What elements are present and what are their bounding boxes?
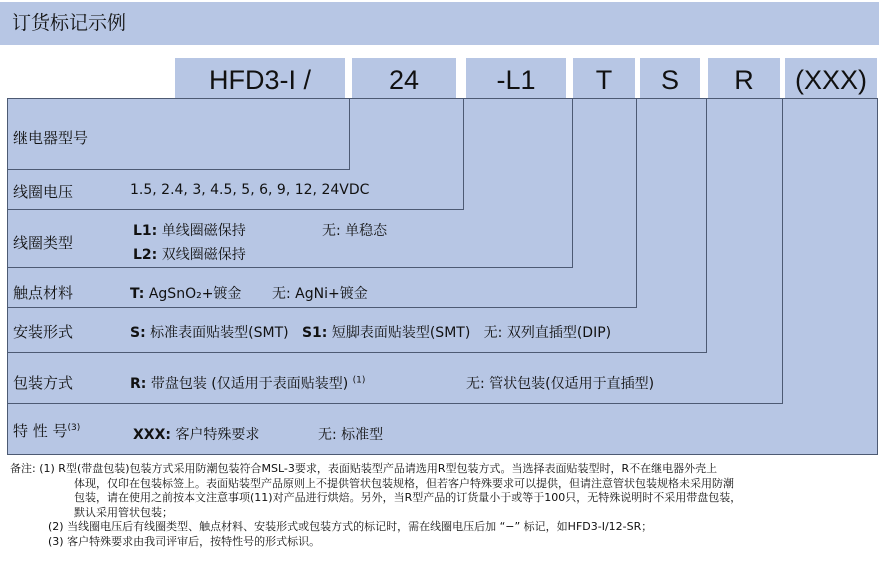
coil-type-l2-text: 双线圈磁保持 — [161, 247, 246, 263]
page-title: 订货标记示例 — [0, 2, 879, 45]
coil-type-none-text: 单稳态 — [345, 223, 388, 239]
packing-none-key: 无: — [466, 376, 485, 392]
contact-material-t — [130, 283, 241, 303]
coil-type-none-key: 无: — [322, 223, 341, 239]
special-none-text: 标准型 — [341, 427, 384, 443]
special-xxx — [133, 424, 259, 444]
coil-voltage-value: 1.5, 2.4, 3, 4.5, 5, 6, 9, 12, 24VDC — [130, 182, 370, 198]
code-voltage: 24 — [352, 58, 456, 98]
notes — [10, 462, 872, 549]
coil-type-l2 — [133, 244, 246, 264]
note-1-line-4: 默认采用管状包装； — [74, 505, 173, 519]
note-1-text-1: (1) R型(带盘包装)包装方式采用防潮包装符合MSL-3要求，表面贴装型产品请选用R型包装方式。当选择表面贴装型时，R不在继电器外壳上 — [39, 462, 718, 475]
relay-model-label: 继电器型号 — [13, 129, 89, 147]
packing-r-key: R: — [130, 376, 147, 392]
code-coil-type: -L1 — [466, 58, 566, 98]
special-label-wrap — [13, 420, 80, 441]
code-mounting: S — [640, 58, 700, 98]
mounting-options — [130, 322, 611, 342]
contact-t-key: T: — [130, 286, 145, 302]
coil-type-none — [322, 220, 387, 240]
special-none — [318, 424, 383, 444]
packing-r — [130, 373, 365, 393]
contact-material-none — [272, 283, 368, 303]
code-packing: R — [708, 58, 780, 98]
note-1-line-1 — [10, 462, 872, 477]
packing-r-text: 带盘包装 (仅适用于表面贴装型) — [150, 376, 349, 392]
note-1-line-3: 包装，请在使用之前按本文注意事项(11)对产品进行烘焙。另外，当R型产品的订货量小于或等于100只，无特殊说明时不采用带盘包装， — [74, 491, 742, 504]
mounting-s1-text: 短脚表面贴装型(SMT) — [331, 325, 471, 341]
code-special: (XXX) — [785, 58, 877, 98]
special-xxx-key: XXX: — [133, 427, 171, 443]
mounting-none-text: 双列直插型(DIP) — [506, 325, 612, 341]
packing-label: 包装方式 — [13, 374, 74, 392]
mounting-none-key: 无: — [483, 325, 503, 341]
contact-none-text: AgNi+镀金 — [295, 286, 368, 302]
note-3: (3) 客户特殊要求由我司评审后，按特性号的形式标识。 — [48, 534, 321, 548]
special-label: 特 性 号 — [13, 422, 68, 440]
coil-type-l1-key: L1: — [133, 223, 158, 239]
contact-material-label: 触点材料 — [13, 284, 74, 302]
code-model: HFD3-I / — [175, 58, 345, 98]
code-contact: T — [573, 58, 635, 98]
coil-type-l2-key: L2: — [133, 247, 158, 263]
packing-r-footnote: (1) — [352, 375, 366, 386]
coil-type-l1-text: 单线圈磁保持 — [161, 223, 246, 239]
note-2: (2) 当线圈电压后有线圈类型、触点材料、安装形式或包装方式的标记时，需在线圈电压后加 “−” 标记，如HFD3-I/12-SR； — [48, 520, 653, 533]
mounting-s1-key: S1: — [301, 325, 328, 341]
packing-none — [466, 373, 654, 393]
coil-voltage-label: 线圈电压 — [13, 183, 74, 201]
special-none-key: 无: — [318, 427, 337, 443]
special-xxx-text: 客户特殊要求 — [175, 427, 260, 443]
mounting-s-text: 标准表面贴装型(SMT) — [150, 325, 289, 341]
packing-none-text: 管状包装(仅适用于直插型) — [489, 376, 655, 392]
mounting-label: 安装形式 — [13, 323, 74, 341]
contact-none-key: 无: — [272, 286, 291, 302]
coil-type-l1 — [133, 220, 246, 240]
coil-type-label: 线圈类型 — [13, 234, 74, 252]
notes-prefix: 备注: — [10, 462, 36, 475]
note-1-line-2: 体现，仅印在包装标签上。表面贴装型产品原则上不提供管状包装规格，但若客户特殊要求可以提供，但请注意管状包装规格未采用防潮 — [74, 476, 734, 490]
contact-t-text: AgSnO₂+镀金 — [148, 286, 242, 302]
special-footnote: (3) — [67, 423, 81, 433]
mounting-s-key: S: — [130, 325, 146, 341]
